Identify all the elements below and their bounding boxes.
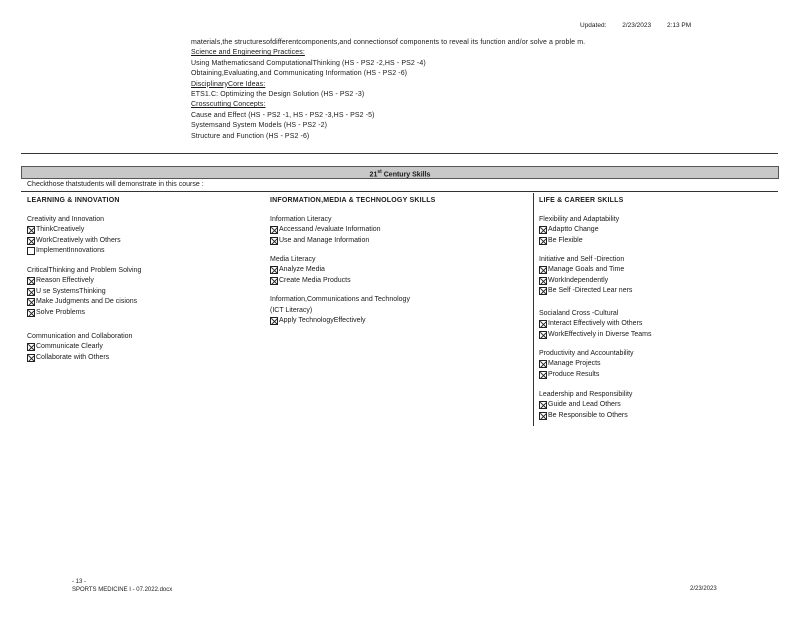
standards-line: DisciplinaryCore Ideas: bbox=[191, 80, 266, 88]
skill-group bbox=[270, 254, 351, 286]
skill-item-label: Collaborate with Others bbox=[36, 353, 110, 361]
checked-checkbox[interactable] bbox=[270, 277, 278, 285]
skill-item bbox=[270, 316, 410, 327]
skill-item-label: Use and Manage Information bbox=[279, 236, 370, 244]
checked-checkbox[interactable] bbox=[539, 266, 547, 274]
skill-group bbox=[539, 254, 632, 297]
checked-checkbox[interactable] bbox=[539, 401, 547, 409]
check-instruction: Checkthose thatstudents will demonstrate in this course : bbox=[27, 181, 204, 188]
checked-checkbox[interactable] bbox=[27, 288, 35, 296]
updated-label: Updated: bbox=[580, 22, 607, 29]
skill-group-title: Socialand Cross -Cultural bbox=[539, 310, 619, 317]
skill-item bbox=[27, 353, 132, 364]
checked-checkbox[interactable] bbox=[270, 317, 278, 325]
skill-item-label: Communicate Clearly bbox=[36, 343, 103, 350]
checked-checkbox[interactable] bbox=[270, 226, 278, 234]
skill-group-title: Flexibility and Adaptability bbox=[539, 216, 620, 223]
skill-group bbox=[539, 308, 651, 340]
skill-item-label: WorkIndependently bbox=[548, 276, 609, 284]
instruction-divider bbox=[21, 191, 778, 192]
standards-line: Obtaining,Evaluating,and Communicating Information (HS - PS2 -6) bbox=[191, 70, 408, 78]
standards-line: Systemsand System Models (HS - PS2 -2) bbox=[191, 122, 328, 130]
skill-group-title: Leadership and Responsibility bbox=[539, 391, 633, 398]
footer-date: 2/23/2023 bbox=[690, 586, 717, 592]
checked-checkbox[interactable] bbox=[27, 226, 35, 234]
checked-checkbox[interactable] bbox=[539, 287, 547, 295]
skill-group-title: Information Literacy bbox=[270, 216, 332, 223]
skill-item bbox=[539, 411, 632, 422]
skill-item-label: Interact Effectively with Others bbox=[548, 320, 643, 327]
skill-item bbox=[27, 225, 121, 236]
skill-item bbox=[539, 359, 634, 370]
skill-item-label: Create Media Products bbox=[279, 276, 351, 284]
page-number: - 13 - bbox=[72, 579, 87, 585]
skill-item bbox=[27, 236, 121, 247]
checked-checkbox[interactable] bbox=[270, 237, 278, 245]
skill-item-label: Guide and Lead Others bbox=[548, 401, 621, 408]
skills-header-sup: st bbox=[377, 169, 382, 175]
standards-line: ETS1.C: Optimizing the Design Solution (HS - PS2 -3) bbox=[191, 91, 365, 99]
skill-item-label: Adaptto Change bbox=[548, 226, 599, 233]
skills-header-prefix: 21 bbox=[369, 171, 378, 179]
skill-item-label: Manage Projects bbox=[548, 360, 601, 367]
skill-item-label: Be Responsible to Others bbox=[548, 411, 628, 419]
checked-checkbox[interactable] bbox=[539, 277, 547, 285]
skill-group-title: Communication and Collaboration bbox=[27, 333, 133, 340]
updated-stamp bbox=[580, 22, 705, 29]
skill-item-label: WorkCreatively with Others bbox=[36, 236, 121, 244]
skill-item-label: ImplementInnovations bbox=[36, 247, 105, 254]
skill-item-label: Reason Effectively bbox=[36, 277, 94, 284]
standards-line: Science and Engineering Practices: bbox=[191, 49, 305, 57]
skill-item bbox=[539, 276, 632, 287]
skill-group-title: Media Literacy bbox=[270, 256, 316, 263]
checked-checkbox[interactable] bbox=[27, 277, 35, 285]
checked-checkbox[interactable] bbox=[27, 309, 35, 317]
skill-item bbox=[270, 236, 381, 247]
updated-time: 2:13 PM bbox=[666, 22, 692, 29]
skill-item-label: Produce Results bbox=[548, 370, 600, 378]
skill-item-label: Be Flexible bbox=[548, 236, 583, 244]
skill-item-label: Be Self -Directed Lear ners bbox=[548, 287, 633, 294]
skill-item bbox=[27, 276, 141, 287]
standards-line: Crosscutting Concepts: bbox=[191, 101, 266, 109]
skill-item-label: Make Judgments and De cisions bbox=[36, 298, 138, 305]
skill-group-title: Information,Communications and Technology bbox=[270, 296, 410, 303]
skill-item-label: Solve Problems bbox=[36, 308, 86, 316]
checked-checkbox[interactable] bbox=[539, 226, 547, 234]
standards-line: Using Mathematicsand ComputationalThinking (HS - PS2 -2,HS - PS2 -4) bbox=[191, 59, 426, 67]
skill-group bbox=[539, 348, 634, 380]
skill-item bbox=[27, 287, 141, 298]
checked-checkbox[interactable] bbox=[27, 237, 35, 245]
skill-item-label: Manage Goals and Time bbox=[548, 266, 625, 273]
column-rule bbox=[533, 193, 534, 426]
checked-checkbox[interactable] bbox=[539, 320, 547, 328]
skill-item bbox=[539, 319, 651, 330]
skill-group-title: CriticalThinking and Problem Solving bbox=[27, 267, 142, 274]
section-divider bbox=[21, 153, 778, 154]
checked-checkbox[interactable] bbox=[539, 360, 547, 368]
skill-item bbox=[270, 265, 351, 276]
skill-item bbox=[270, 276, 351, 287]
skill-group bbox=[27, 214, 121, 257]
checked-checkbox[interactable] bbox=[539, 237, 547, 245]
column-title-information: INFORMATION,MEDIA & TECHNOLOGY SKILLS bbox=[270, 197, 436, 204]
standards-line: Cause and Effect (HS - PS2 -1, HS - PS2 -3,HS - PS2 -5) bbox=[191, 111, 375, 119]
skills-header bbox=[21, 166, 779, 179]
skill-group-subtitle: (ICT Literacy) bbox=[270, 307, 313, 314]
skill-group bbox=[270, 214, 381, 246]
skill-item-label: Accessand /evaluate Information bbox=[279, 226, 381, 233]
skill-item bbox=[27, 308, 141, 319]
checked-checkbox[interactable] bbox=[539, 412, 547, 420]
standards-line: materials,the structuresofdifferentcomponents,and connectionsof components to reveal its function and/or solve a proble m. bbox=[191, 39, 586, 46]
doc-name: SPORTS MEDICINE I - 07.2022.docx bbox=[72, 587, 173, 593]
skill-item bbox=[539, 236, 619, 247]
skill-group bbox=[27, 265, 141, 318]
skills-header-suffix: Century Skills bbox=[383, 171, 431, 179]
skill-item-label: ThinkCreatively bbox=[36, 226, 85, 233]
checked-checkbox[interactable] bbox=[539, 371, 547, 379]
skill-group bbox=[27, 331, 132, 363]
skill-item bbox=[539, 265, 632, 276]
unchecked-checkbox[interactable] bbox=[27, 247, 35, 255]
skill-group bbox=[539, 214, 619, 246]
skill-item bbox=[27, 246, 121, 257]
skill-item bbox=[27, 342, 132, 353]
skill-item-label: Analyze Media bbox=[279, 266, 325, 273]
footer-left bbox=[72, 578, 172, 594]
skill-item-label: Apply TechnologyEffectively bbox=[279, 317, 366, 324]
skill-item bbox=[27, 297, 141, 308]
checked-checkbox[interactable] bbox=[270, 266, 278, 274]
skill-group-title: Productivity and Accountability bbox=[539, 350, 634, 357]
skill-group bbox=[539, 389, 632, 421]
standards-line: Structure and Function (HS - PS2 -6) bbox=[191, 132, 310, 140]
skill-item bbox=[539, 225, 619, 236]
checked-checkbox[interactable] bbox=[27, 354, 35, 362]
skill-item bbox=[539, 286, 632, 297]
skill-item bbox=[539, 370, 634, 381]
column-title-life: LIFE & CAREER SKILLS bbox=[539, 197, 624, 204]
skill-item-label: U se SystemsThinking bbox=[36, 287, 106, 295]
skill-group-title: Creativity and Innovation bbox=[27, 216, 105, 223]
skill-group-title: Initiative and Self -Direction bbox=[539, 256, 625, 263]
column-title-learning: LEARNING & INNOVATION bbox=[27, 197, 120, 204]
checked-checkbox[interactable] bbox=[27, 343, 35, 351]
skill-item bbox=[539, 330, 651, 341]
standards-block bbox=[191, 38, 771, 142]
skill-group bbox=[270, 294, 410, 327]
skill-item bbox=[539, 400, 632, 411]
checked-checkbox[interactable] bbox=[539, 331, 547, 339]
updated-date: 2/23/2023 bbox=[622, 22, 652, 29]
skill-item-label: WorkEffectively in Diverse Teams bbox=[548, 330, 652, 338]
checked-checkbox[interactable] bbox=[27, 298, 35, 306]
skill-item bbox=[270, 225, 381, 236]
